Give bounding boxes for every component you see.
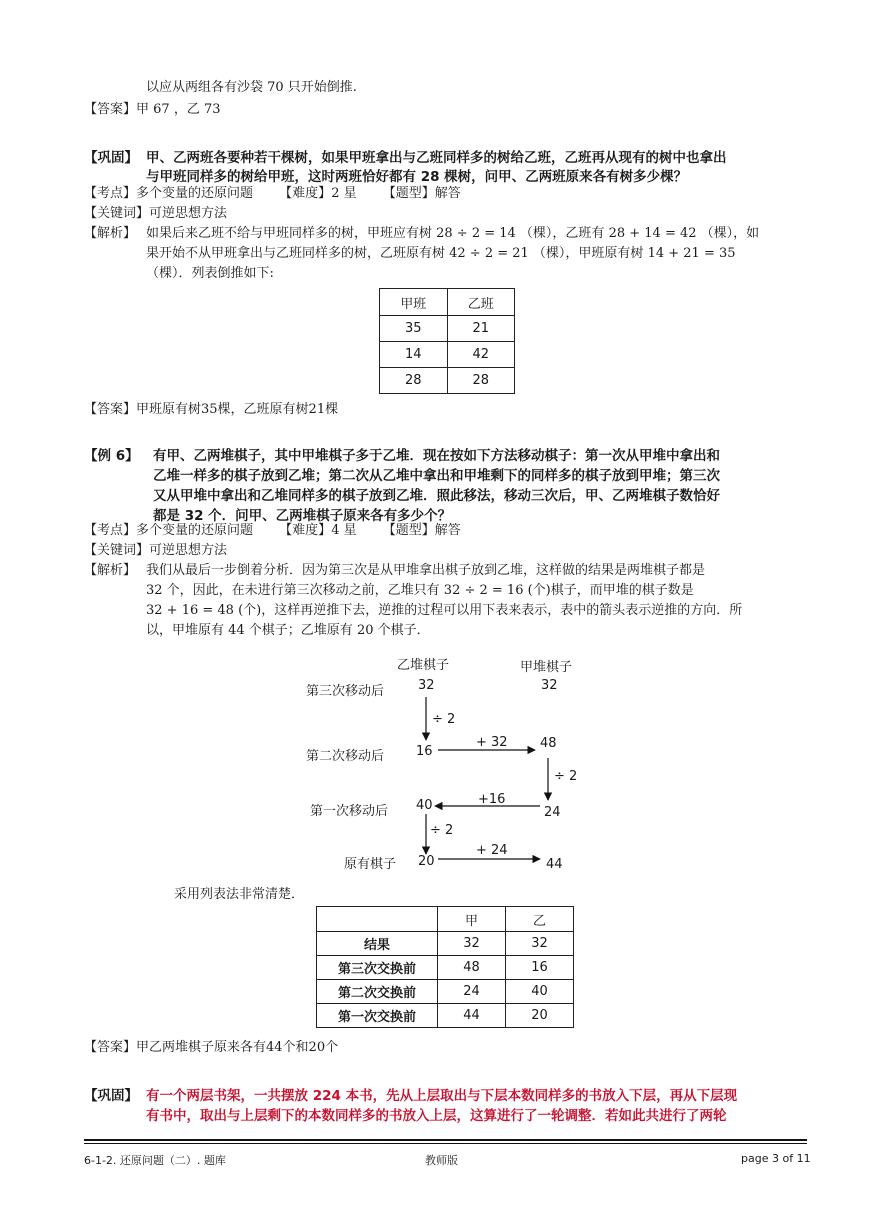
answer-row-3 [84,1040,338,1056]
answer-text: 甲班原有树35棵，乙班原有树21棵 [136,402,339,417]
tixing-label: 【题型】 [382,186,435,201]
list-method-note: 采用列表法非常清楚． [174,887,305,902]
consolidate-line: 与甲班同样多的树给甲班，这时两班恰好都有 28 棵树，问甲、乙两班原来各有树多少棵？ [146,169,688,185]
diagram-value: 24 [544,805,561,820]
analysis-line: 我们从最后一步倒着分析．因为第三次是从甲堆拿出棋子放到乙堆，这样做的结果是两堆棋子都是 [146,563,706,578]
table-row [317,980,574,1004]
analysis-line: 果开始不从甲班拿出与乙班同样多的树，乙班原有树 42 ÷ 2 = 21 （棵），甲班原有树 14 + 21 = 35 [146,246,736,261]
example-label: 【例 6】 [84,448,139,464]
example-line: 又从甲堆中拿出和乙堆同样多的棋子放到乙堆．照此移法，移动三次后，甲、乙两堆棋子数恰好 [153,488,720,504]
footer-rule [84,1143,807,1144]
keyword-value: 可逆思想方法 [149,543,228,558]
row-label: 第二次移动后 [306,749,385,764]
row-header: 第二次交换前 [317,980,438,1004]
diagram-value: 32 [541,678,558,693]
column-label-jia: 甲堆棋子 [520,660,573,675]
diagram-value: 32 [418,678,435,693]
analysis-label: 【解析】 [84,563,137,578]
consolidate-label: 【巩固】 [84,1088,138,1104]
nandu-label: 【难度】 [279,523,332,538]
tixing-value: 解答 [434,523,461,538]
row-label: 原有棋子 [344,857,397,872]
footer-edition: 教师版 [425,1154,458,1167]
operation-label: ÷ 2 [432,712,456,727]
answer-text: 甲 67 ，乙 73 [136,102,221,117]
keyword-label: 【关键词】 [84,543,150,558]
consolidate-line: 甲、乙两班各要种若干棵树，如果甲班拿出与乙班同样多的树给乙班，乙班再从现有的树中也拿出 [146,150,727,166]
nandu-label: 【难度】 [279,186,332,201]
analysis-line: （棵）．列表倒推如下: [146,266,274,281]
example-line: 有甲、乙两堆棋子，其中甲堆棋子多于乙堆．现在按如下方法移动棋子：第一次从甲堆中拿出和 [153,448,720,464]
kaodian-value: 多个变量的还原问题 [136,186,254,201]
example-line: 乙堆一样多的棋子放到乙堆；第二次从乙堆中拿出和甲堆剩下的同样多的棋子放到甲堆；第三次 [153,468,720,484]
analysis-label: 【解析】 [84,226,137,241]
table-cell: 44 [438,1004,506,1028]
table-cell: 21 [447,316,515,342]
answer-text: 甲乙两堆棋子原来各有44个和20个 [136,1040,339,1055]
diagram-value: 48 [540,736,557,751]
table-header: 乙班 [447,289,515,316]
column-label-yi: 乙堆棋子 [397,658,450,673]
table-cell: 24 [438,980,506,1004]
table-row [317,1004,574,1028]
row-label: 第一次移动后 [310,804,389,819]
table-cell: 28 [447,368,515,394]
answer-label: 【答案】 [84,102,137,117]
kaodian-value: 多个变量的还原问题 [136,523,254,538]
footer-title: 6-1-2. 还原问题（二）. 题库 [84,1154,226,1167]
operation-label: ÷ 2 [430,823,454,838]
table-cell: 32 [506,932,574,956]
operation-label: + 32 [476,735,508,750]
footer-rule [84,1139,807,1141]
exchange-table [316,906,574,1028]
operation-label: + 24 [476,843,508,858]
table-header: 甲 [438,907,506,932]
table-row [317,932,574,956]
table-cell: 14 [380,342,448,368]
tixing-value: 解答 [434,186,461,201]
page-number: page 3 of 11 [741,1152,811,1165]
table-cell: 40 [506,980,574,1004]
diagram-value: 16 [416,744,433,759]
table-cell: 20 [506,1004,574,1028]
kaodian-label: 【考点】 [84,523,137,538]
table-cell: 35 [380,316,448,342]
tixing-label: 【题型】 [382,523,435,538]
diagram-value: 20 [418,854,435,869]
table-cell: 32 [438,932,506,956]
kaodian-label: 【考点】 [84,186,137,201]
intro-line: 以应从两组各有沙袋 70 只开始倒推. [146,80,357,95]
example-line: 都是 32 个．问甲、乙两堆棋子原来各有多少个？ [153,508,452,524]
table-header: 甲班 [380,289,448,316]
analysis-line: 32 个，因此，在未进行第三次移动之前，乙堆只有 32 ÷ 2 = 16 (个)棋子，而甲堆的棋子数是 [146,583,694,598]
consolidate-line: 有书中，取出与上层剩下的本数同样多的书放入上层，这算进行了一轮调整．若如此共进行了两轮 [146,1108,727,1124]
keyword-label: 【关键词】 [84,206,150,221]
diagram-value: 44 [546,857,563,872]
answer-label: 【答案】 [84,1040,137,1055]
analysis-line: 以，甲堆原有 44 个棋子；乙堆原有 20 个棋子． [146,623,430,638]
nandu-value: 4 星 [331,523,357,538]
analysis-line: 32 + 16 = 48 (个)，这样再逆推下去，逆推的过程可以用下表来表示，表中的箭头表示逆推的方向．所 [146,603,743,618]
row-header: 结果 [317,932,438,956]
row-header: 第一次交换前 [317,1004,438,1028]
row-label: 第三次移动后 [306,684,385,699]
nandu-value: 2 星 [331,186,357,201]
operation-label: ÷ 2 [554,769,578,784]
keyword-value: 可逆思想方法 [149,206,228,221]
table-header: 乙 [506,907,574,932]
analysis-line: 如果后来乙班不给与甲班同样多的树，甲班应有树 28 ÷ 2 = 14 （棵），乙班有 28 + 14 = 42 （棵），如 [146,226,760,241]
table-cell: 42 [447,342,515,368]
answer-label: 【答案】 [84,402,137,417]
table-cell: 28 [380,368,448,394]
consolidate-label: 【巩固】 [84,150,138,166]
table-header [317,907,438,932]
row-header: 第三次交换前 [317,956,438,980]
table-cell: 16 [506,956,574,980]
table-row [317,956,574,980]
consolidate-line: 有一个两层书架，一共摆放 224 本书，先从上层取出与下层本数同样多的书放入下层，再从下层现 [146,1088,738,1104]
operation-label: +16 [478,792,506,807]
table-cell: 48 [438,956,506,980]
diagram-value: 40 [416,798,433,813]
